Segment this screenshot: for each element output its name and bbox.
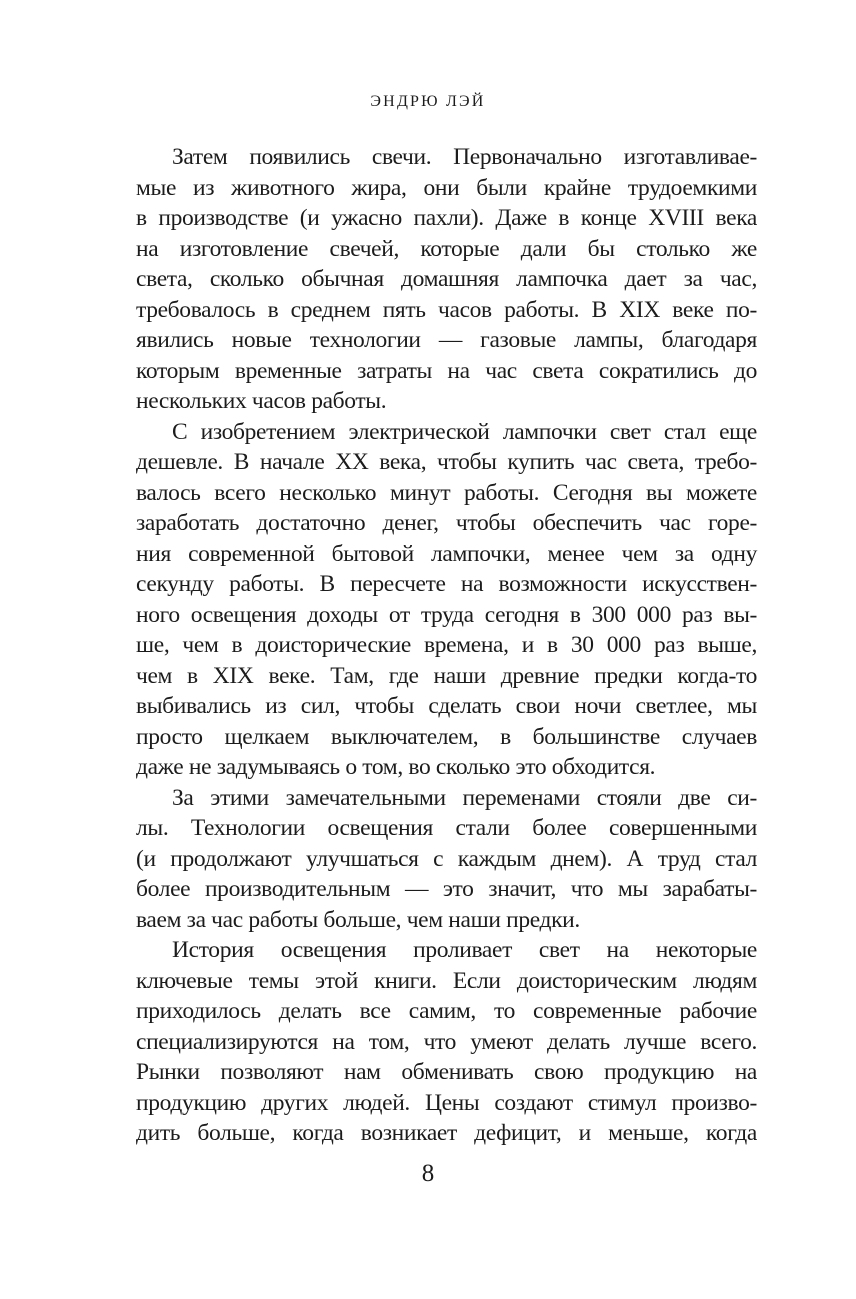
text-line: выбивались из сил, чтобы сделать свои ночи светлее, мы	[136, 693, 757, 719]
text-line: которым временные затраты на час света сократились до	[136, 357, 757, 384]
text-line: продукцию других людей. Цены создают стимул произво-	[136, 1089, 757, 1116]
text-line: требовалось в среднем пять часов работы. В XIX веке по-	[136, 296, 757, 323]
text-line: дить больше, когда возникает дефицит, и меньше, когда	[136, 1120, 757, 1146]
text-line: Затем появились свечи. Первоначально изготавливае-	[172, 144, 757, 170]
text-line: ше, чем в доисторические времена, и в 30 000 раз выше,	[136, 632, 757, 658]
text-line: в производстве (и ужасно пахли). Даже в конце XVIII века	[136, 205, 757, 231]
text-line: просто щелкаем выключателем, в большинстве случаев	[136, 723, 757, 750]
text-line: ваем за час работы больше, чем наши предки.	[136, 906, 580, 933]
text-line: приходилось делать все самим, то современные рабочие	[136, 998, 757, 1024]
text-line: более производительным — это значит, что мы зарабаты-	[136, 876, 757, 902]
text-line: нескольких часов работы.	[136, 388, 387, 414]
text-line: История освещения проливает свет на некоторые	[172, 937, 757, 963]
text-line: специализируются на том, что умеют делать лучше всего.	[136, 1028, 757, 1055]
text-line: заработать достаточно денег, чтобы обеспечить час горе-	[136, 510, 757, 536]
text-line: валось всего несколько минут работы. Сегодня вы можете	[136, 479, 757, 506]
text-line: дешевле. В начале XX века, чтобы купить час света, требо-	[136, 449, 757, 475]
text-line: Рынки позволяют нам обменивать свою продукцию на	[136, 1059, 757, 1085]
text-line: (и продолжают улучшаться с каждым днем). А труд стал	[136, 845, 757, 872]
body-text	[136, 142, 757, 1149]
text-line: ключевые темы этой книги. Если доисторическим людям	[136, 967, 757, 994]
page-number: 8	[421, 1160, 435, 1187]
text-line: С изобретением электрической лампочки свет стал еще	[172, 418, 757, 445]
text-line: секунду работы. В пересчете на возможности искусствен-	[136, 571, 757, 597]
text-line: явились новые технологии — газовые лампы, благодаря	[136, 327, 757, 353]
text-line: чем в XIX веке. Там, где наши древние предки когда-то	[136, 662, 757, 689]
running-header: ЭНДРЮ ЛЭЙ	[370, 93, 486, 110]
text-line: даже не задумываясь о том, во сколько это обходится.	[136, 754, 656, 780]
text-line: лы. Технологии освещения стали более совершенными	[136, 815, 757, 841]
text-line: ного освещения доходы от труда сегодня в 300 000 раз вы-	[136, 601, 757, 628]
text-line: ния современной бытовой лампочки, менее чем за одну	[136, 540, 757, 567]
text-line: на изготовление свечей, которые дали бы столько же	[136, 235, 757, 262]
text-line: мые из животного жира, они были крайне трудоемкими	[136, 174, 757, 201]
text-line: За этими замечательными переменами стояли две си-	[172, 784, 757, 811]
text-line: света, сколько обычная домашняя лампочка дает за час,	[136, 266, 757, 292]
